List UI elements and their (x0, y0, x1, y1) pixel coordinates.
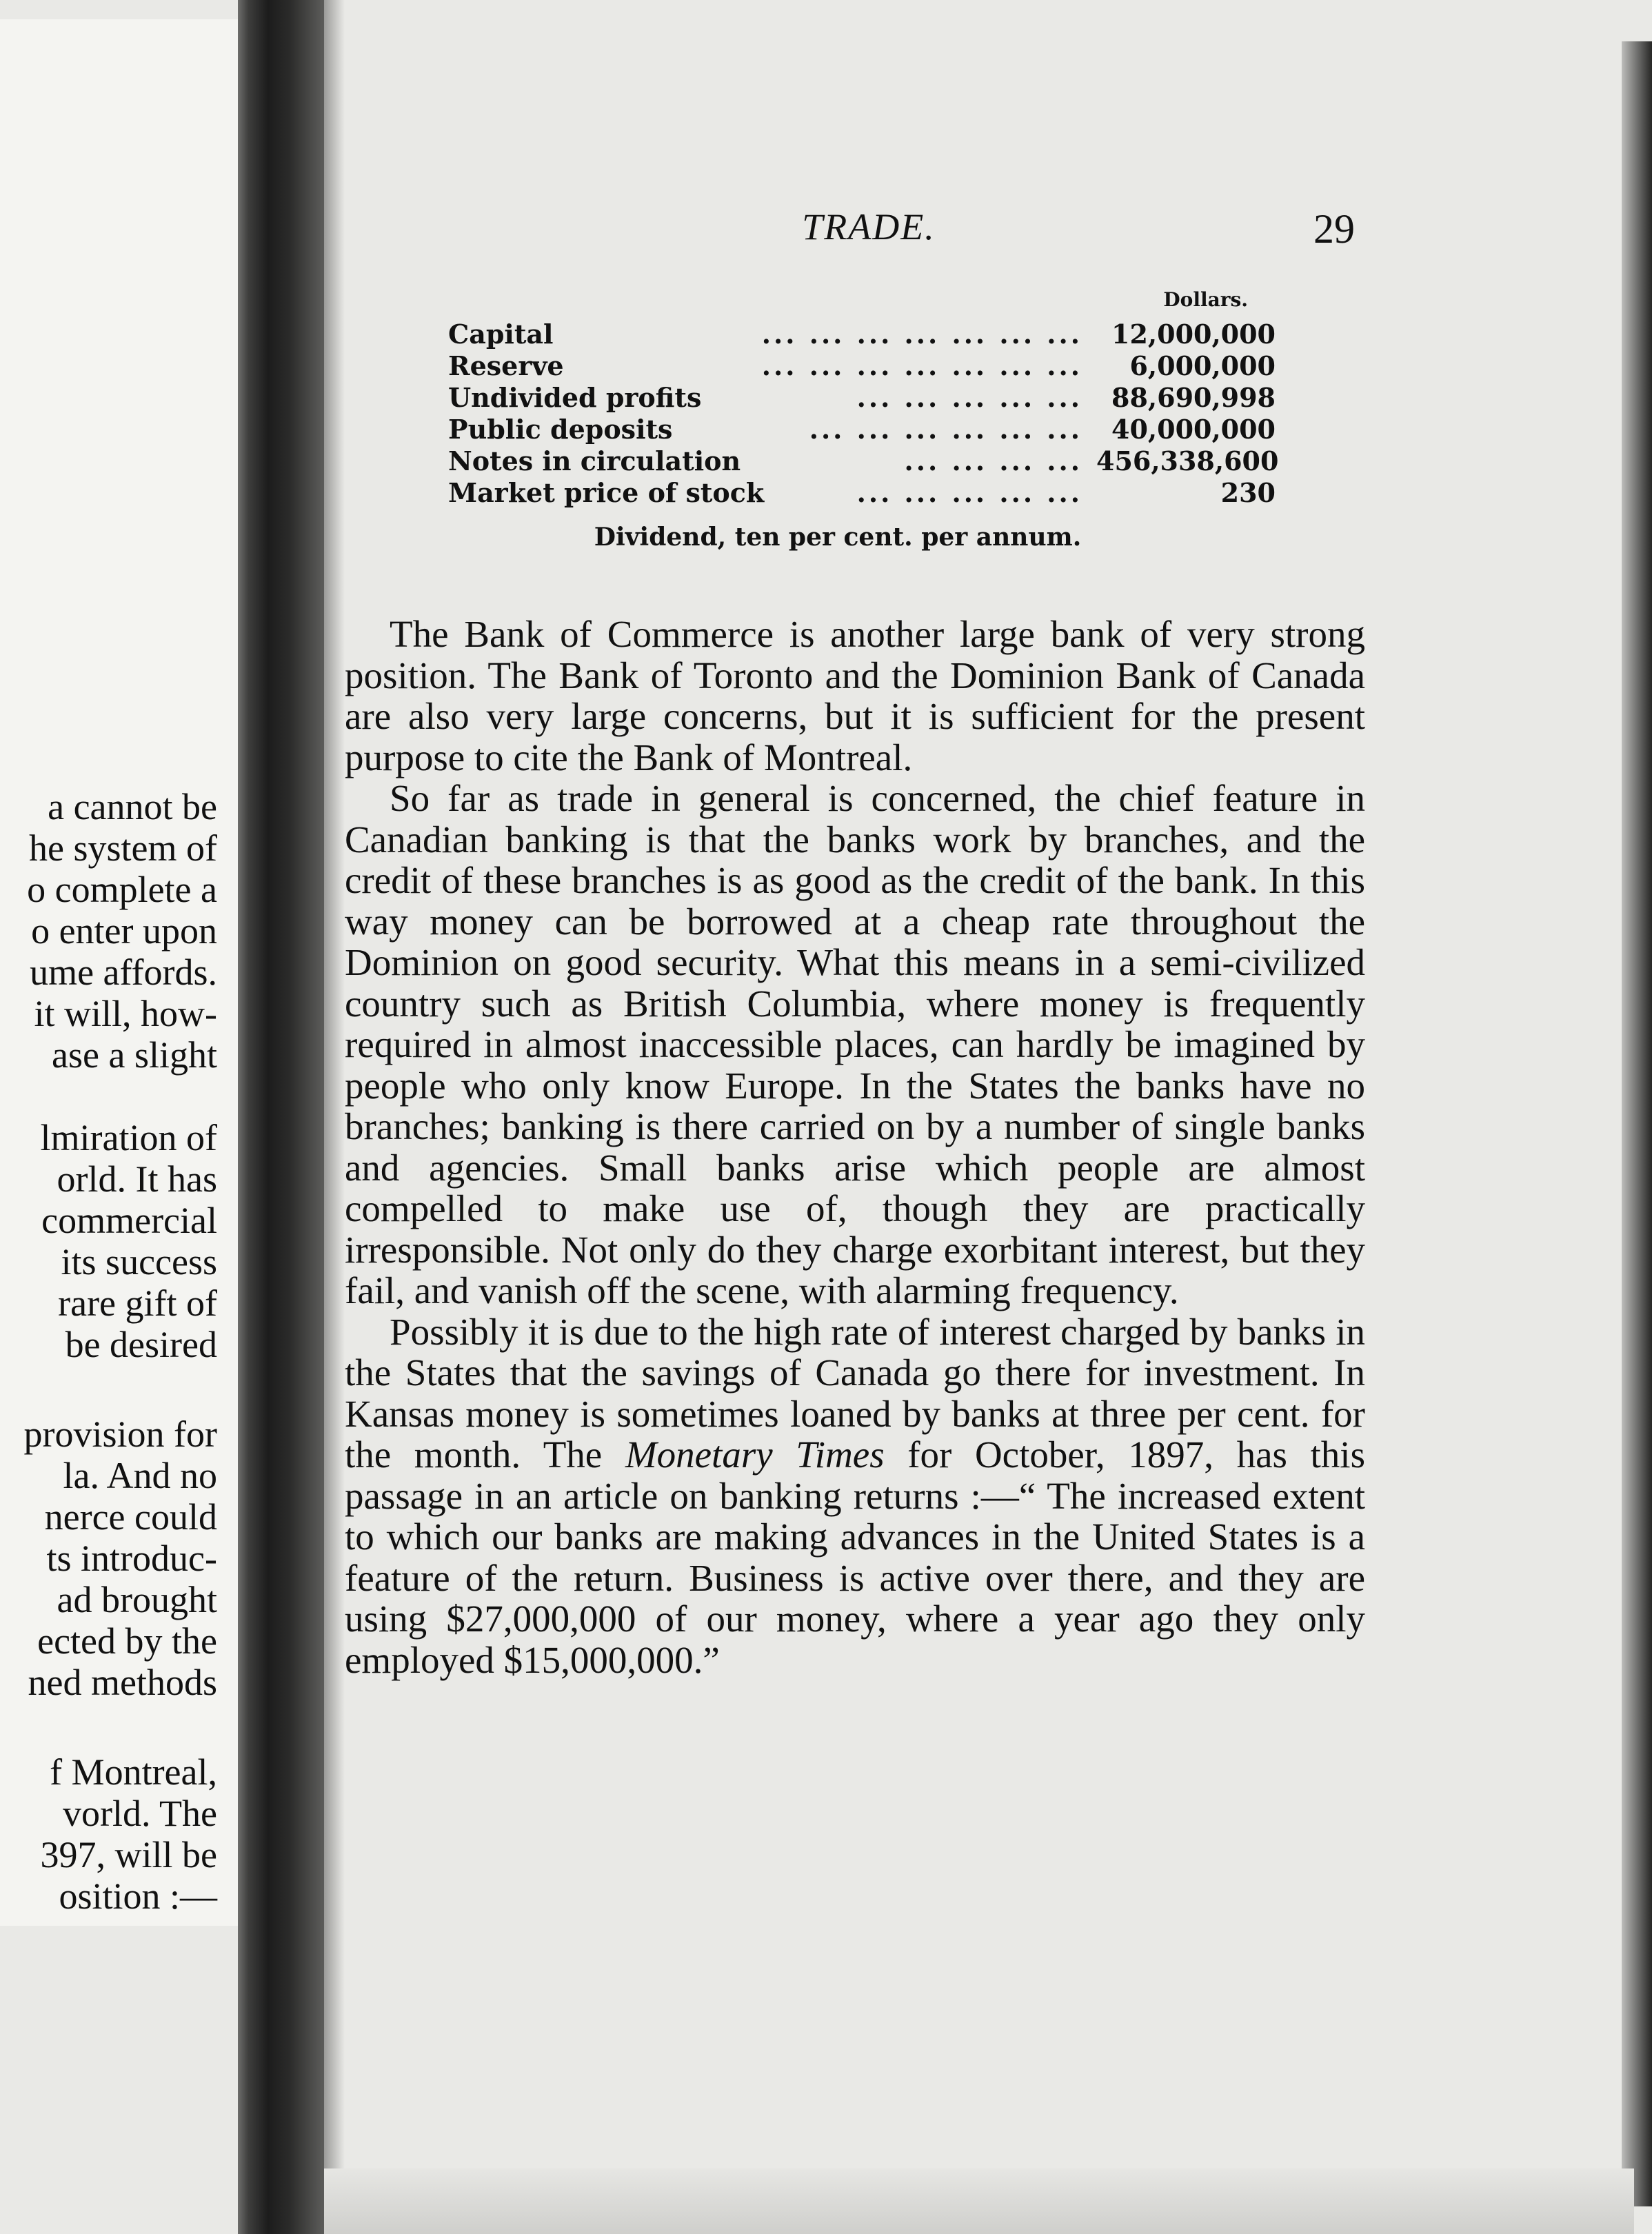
table-row (448, 445, 1279, 477)
row-label: Public deposits (448, 414, 673, 445)
facing-page-line: 397, will be (40, 1834, 217, 1875)
facing-page-line: it will, how- (34, 993, 217, 1034)
facing-page-line: rare gift of (58, 1282, 217, 1324)
row-leader-dots: ... ... ... ... ... ... ... (761, 350, 1082, 381)
facing-page-line: a cannot be (48, 786, 217, 827)
facing-page-line: f Montreal, (50, 1751, 217, 1793)
row-label: Undivided profits (448, 382, 702, 413)
facing-page-line: ume affords. (30, 952, 217, 993)
row-value: 12,000,000 (1111, 319, 1276, 350)
facing-page-line: o complete a (27, 869, 217, 910)
facing-page-line: o enter upon (31, 910, 217, 952)
facing-page-line: commercial (41, 1200, 217, 1241)
facing-page-line: be desired (65, 1324, 217, 1365)
page-edge-shadow (324, 0, 345, 2234)
facing-page-line: ned methods (28, 1662, 217, 1703)
facing-page-line: lmiration of (40, 1117, 217, 1158)
book-edge-shadow (1622, 41, 1652, 2206)
dividend-note: Dividend, ten per cent. per annum. (594, 523, 1082, 552)
table-row (448, 319, 1276, 350)
row-label: Reserve (448, 350, 564, 381)
body-text (345, 614, 1365, 1680)
facing-page (0, 19, 239, 1926)
row-label: Market price of stock (448, 477, 765, 508)
paragraph: The Bank of Commerce is another large bank of very strong position. The Bank of Toronto and the Dominion Bank of Canada are also very large concerns, but it is sufficient for the present purpose to cite the Bank of Montreal. (345, 613, 1365, 778)
facing-page-line: ad brought (57, 1579, 217, 1620)
facing-page-line: orld. It has (57, 1158, 217, 1200)
facing-page-line: ase a slight (52, 1034, 217, 1076)
row-leader-dots: ... ... ... ... ... (856, 477, 1082, 508)
column-header: Dollars. (1163, 288, 1248, 311)
row-value: 88,690,998 (1111, 382, 1276, 413)
publication-title: Monetary Times (625, 1433, 885, 1476)
paragraph-text: for October, 1897, has this passage in an article on banking returns :—“ The increased extent to which our banks are making advances in the United States is a feature of the return. Business is active over there, and they are using $27,000,000 of our money, where a year ago they only employed $15,000,000.” (345, 1433, 1365, 1681)
row-leader-dots: ... ... ... ... ... ... (809, 414, 1082, 445)
table-row (448, 477, 1276, 509)
facing-page-line: nerce could (44, 1496, 217, 1538)
row-label: Capital (448, 319, 554, 350)
facing-page-line: osition :— (59, 1875, 217, 1917)
facing-page-line: its success (61, 1241, 217, 1282)
row-value: 230 (1220, 477, 1276, 508)
facing-page-line: he system of (29, 827, 217, 869)
page-number: 29 (1313, 206, 1355, 252)
table-row (448, 382, 1276, 414)
table-row (448, 350, 1276, 382)
paragraph: So far as trade in general is concerned, the chief feature in Canadian banking is that the banks work by branches, and the credit of these branches is as good as the credit of the bank. In this way money can be borrowed at a cheap rate throughout the Dominion on good security. What this means in a semi-civilized country such as British Columbia, where money is frequently required in almost inaccessible places, can hardly be imagined by people who only know Europe. In the States the banks have no branches; banking is there carried on by a number of single banks and agencies. Small banks arise which people are almost compelled to make use of, though they are practically irresponsible. Not only do they charge exorbitant interest, but they fail, and vanish off the scene, with alarming frequency. (345, 777, 1365, 1311)
facing-page-line: provision for (23, 1413, 217, 1455)
row-label: Notes in circulation (448, 445, 741, 476)
row-value: 456,338,600 (1096, 445, 1279, 476)
row-leader-dots: ... ... ... ... ... (856, 382, 1082, 413)
paragraph-text: Possibly it is due to the high rate of interest charged by banks in the States that the savings of Canada go there for investment. In Kansas money is sometimes loaned by banks at three per cent. for the month. The (345, 1310, 1365, 1476)
facing-page-line: ts introduc- (46, 1538, 217, 1579)
facing-page-line: la. And no (63, 1455, 217, 1496)
page-bottom-edge (324, 2168, 1634, 2234)
row-value: 40,000,000 (1111, 414, 1276, 445)
row-leader-dots: ... ... ... ... (904, 445, 1082, 476)
running-head: TRADE. (802, 206, 936, 248)
facing-page-line: vorld. The (63, 1793, 217, 1834)
row-value: 6,000,000 (1129, 350, 1276, 381)
row-leader-dots: ... ... ... ... ... ... ... (761, 319, 1082, 350)
table-row (448, 414, 1276, 445)
book-gutter (238, 0, 324, 2234)
paragraph (345, 1311, 1365, 1681)
facing-page-line: ected by the (37, 1620, 217, 1662)
